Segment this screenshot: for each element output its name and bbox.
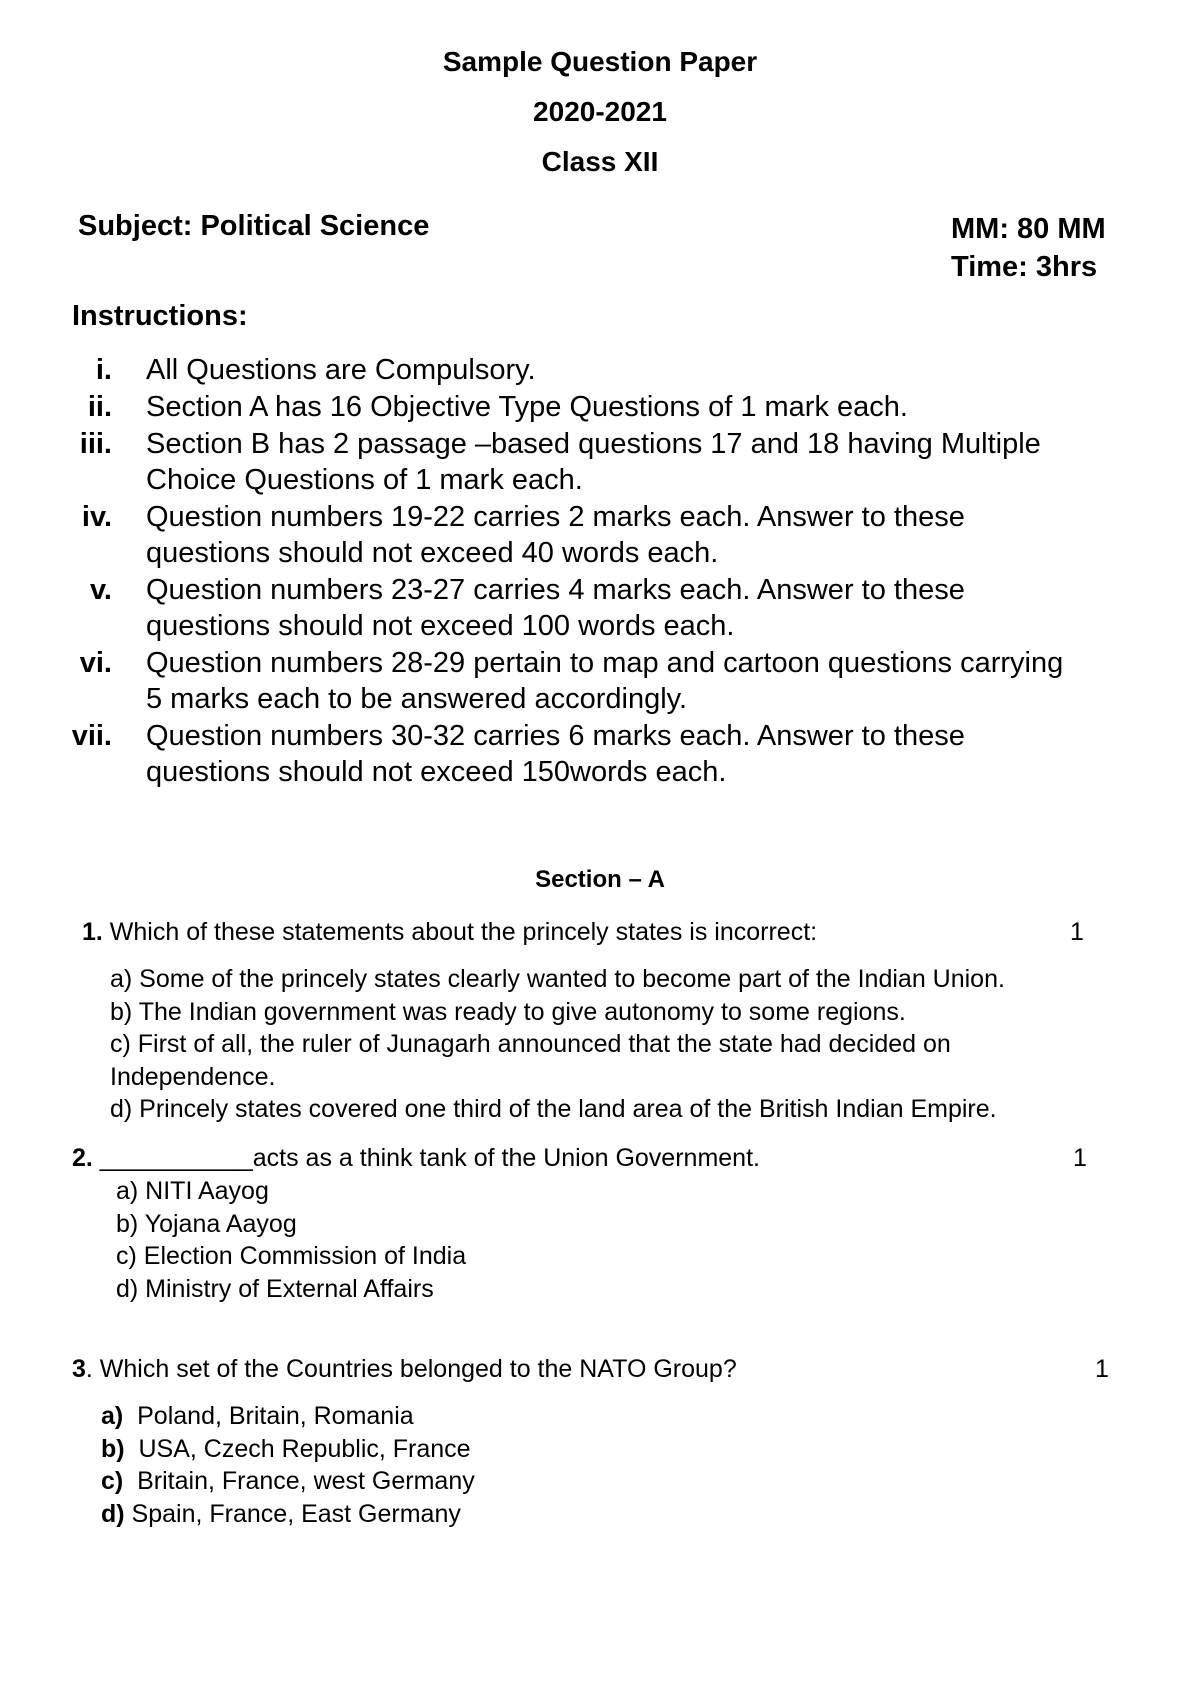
question-number: 2. [72, 1144, 93, 1172]
instruction-number: v. [89, 574, 112, 606]
instruction-item [0, 718, 1200, 790]
instruction-text: Section A has 16 Objective Type Questions of 1 mark each. [146, 391, 908, 423]
paper-subject: Subject: Political Science [78, 210, 430, 242]
question-marks: 1 [1070, 918, 1084, 946]
option-label: a) [101, 1402, 124, 1430]
option-label: c) [101, 1467, 124, 1495]
instructions-heading: Instructions: [72, 300, 248, 332]
option-item [101, 1433, 1200, 1466]
instruction-number: iii. [79, 428, 112, 460]
option-item: a) Some of the princely states clearly wanted to become part of the Indian Union. [110, 965, 1005, 993]
question-stem [82, 915, 1200, 949]
instruction-text: Question numbers 28-29 pertain to map and cartoon questions carrying 5 marks each to be answered accordingly. [146, 647, 1064, 715]
option-item: d) Princely states covered one third of the land area of the British Indian Empire. [110, 1095, 997, 1123]
question-marks: 1 [1095, 1355, 1109, 1383]
question-stem [72, 1141, 1200, 1175]
question-text: . Which set of the Countries belonged to the NATO Group? [85, 1355, 737, 1383]
option-label: b) [101, 1434, 125, 1463]
question-text: acts as a think tank of the Union Government. [252, 1144, 760, 1172]
max-marks: MM: 80 MM [951, 213, 1106, 245]
instruction-item [0, 645, 1200, 717]
option-item [101, 1498, 1200, 1531]
question-text: Which of these statements about the princely states is incorrect: [102, 918, 818, 946]
instruction-item [0, 572, 1200, 644]
question-number: 3 [72, 1355, 86, 1383]
options-list [116, 1175, 1200, 1305]
option-item: b) Yojana Aayog [116, 1209, 297, 1238]
instruction-item [0, 426, 1200, 498]
instruction-text: Question numbers 30-32 carries 6 marks each. Answer to these questions should not exceed 150words each. [146, 720, 965, 788]
question-marks: 1 [1073, 1144, 1087, 1172]
question-1 [0, 915, 1200, 1126]
option-item: b) The Indian government was ready to give autonomy to some regions. [110, 997, 906, 1026]
options-list [110, 963, 1150, 1126]
option-text: Spain, France, East Germany [124, 1499, 461, 1528]
instruction-item [0, 499, 1200, 571]
option-item: d) Ministry of External Affairs [116, 1274, 434, 1303]
option-text: USA, Czech Republic, France [124, 1434, 471, 1463]
instructions-list [0, 352, 1200, 791]
option-text: Poland, Britain, Romania [123, 1402, 414, 1430]
option-item: a) NITI Aayog [116, 1177, 269, 1205]
instruction-item [0, 389, 1200, 425]
instruction-number: vi. [79, 647, 112, 679]
instruction-number: vii. [71, 720, 112, 752]
option-text: Britain, France, west Germany [123, 1467, 475, 1495]
paper-class: Class XII [541, 146, 659, 177]
question-2 [0, 1141, 1200, 1305]
answer-blank: ___________ [92, 1144, 253, 1172]
section-a-title: Section – A [535, 866, 665, 893]
instruction-text: Section B has 2 passage –based questions 17 and 18 having Multiple Choice Questions of 1 mark each. [146, 428, 1041, 496]
instruction-text: Question numbers 23-27 carries 4 marks each. Answer to these questions should not exceed 100 words each. [146, 574, 965, 642]
option-item: c) First of all, the ruler of Junagarh announced that the state had decided on Independence. [110, 1030, 951, 1091]
question-number: 1. [82, 918, 103, 946]
question-3 [0, 1352, 1200, 1530]
instruction-number: iv. [81, 501, 112, 533]
option-label: d) [101, 1499, 125, 1528]
options-list [101, 1400, 1200, 1530]
marks-time-block [951, 210, 1106, 286]
instruction-number: i. [95, 354, 112, 386]
paper-title: Sample Question Paper [442, 46, 758, 77]
time-allowed: Time: 3hrs [951, 251, 1098, 283]
option-item: c) Election Commission of India [116, 1242, 467, 1270]
instruction-text: Question numbers 19-22 carries 2 marks each. Answer to these questions should not exceed 40 words each. [146, 501, 965, 569]
question-stem [72, 1352, 1200, 1386]
instruction-text: All Questions are Compulsory. [146, 354, 536, 386]
paper-year: 2020-2021 [533, 96, 667, 127]
option-item [101, 1465, 1200, 1498]
instruction-item [0, 352, 1200, 388]
option-item [101, 1400, 1200, 1433]
instruction-number: ii. [87, 391, 112, 423]
